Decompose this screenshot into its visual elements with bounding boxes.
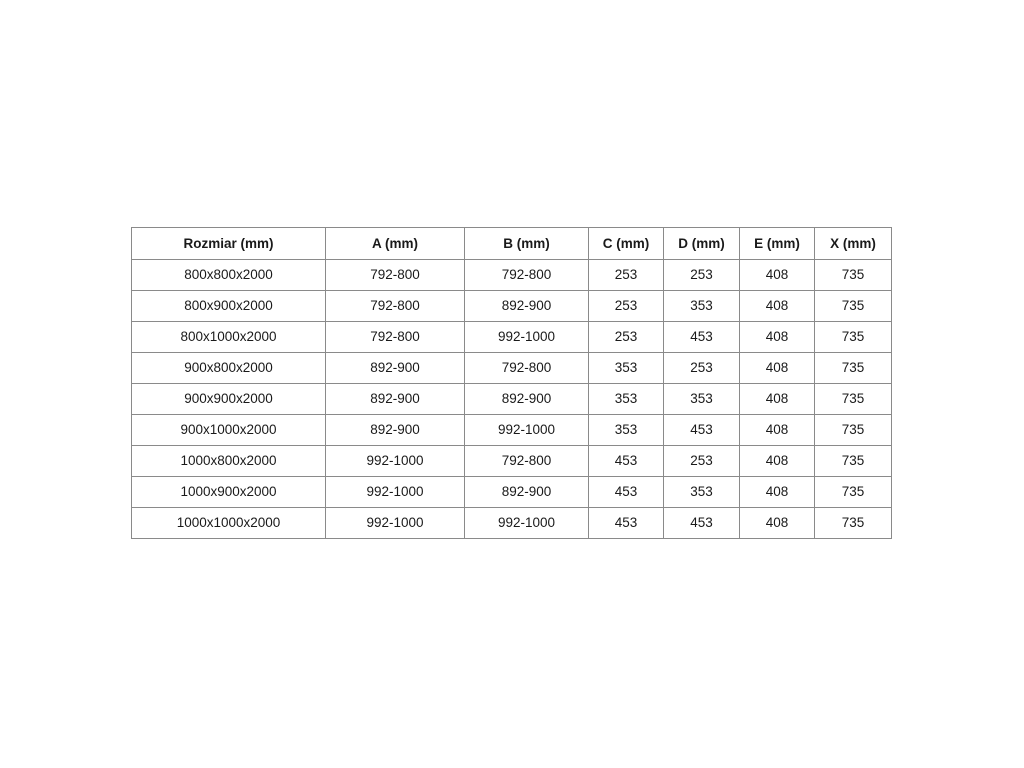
header-cell-c: C (mm): [589, 228, 664, 260]
table-cell: 792-800: [326, 291, 465, 322]
table-cell: 408: [740, 415, 815, 446]
table-row: [132, 353, 892, 384]
table-cell: 892-900: [326, 353, 465, 384]
table-cell: 735: [815, 508, 892, 539]
table-cell: 408: [740, 322, 815, 353]
table-cell: 735: [815, 415, 892, 446]
table-row: [132, 384, 892, 415]
table-cell: 253: [664, 260, 740, 291]
table-cell: 800x900x2000: [132, 291, 326, 322]
table-cell: 453: [589, 446, 664, 477]
table-cell: 800x1000x2000: [132, 322, 326, 353]
table-cell: 900x1000x2000: [132, 415, 326, 446]
table-cell: 1000x1000x2000: [132, 508, 326, 539]
table-cell: 792-800: [465, 446, 589, 477]
table-cell: 1000x800x2000: [132, 446, 326, 477]
table-cell: 900x900x2000: [132, 384, 326, 415]
table-row: [132, 477, 892, 508]
table-cell: 353: [664, 384, 740, 415]
table-cell: 453: [664, 322, 740, 353]
table-cell: 453: [664, 415, 740, 446]
table-cell: 408: [740, 446, 815, 477]
table-cell: 408: [740, 477, 815, 508]
header-cell-a: A (mm): [326, 228, 465, 260]
table-cell: 992-1000: [465, 415, 589, 446]
table-body: [132, 260, 892, 539]
table-cell: 353: [589, 353, 664, 384]
table-cell: 353: [589, 415, 664, 446]
table-cell: 735: [815, 322, 892, 353]
table-cell: 735: [815, 260, 892, 291]
table-cell: 992-1000: [465, 508, 589, 539]
table-cell: 453: [664, 508, 740, 539]
header-cell-d: D (mm): [664, 228, 740, 260]
table-cell: 735: [815, 477, 892, 508]
table-cell: 892-900: [465, 291, 589, 322]
table-cell: 253: [589, 322, 664, 353]
table-cell: 735: [815, 353, 892, 384]
header-cell-size: Rozmiar (mm): [132, 228, 326, 260]
header-cell-e: E (mm): [740, 228, 815, 260]
table-cell: 453: [589, 508, 664, 539]
table-row: [132, 260, 892, 291]
table-cell: 892-900: [465, 477, 589, 508]
table-row: [132, 415, 892, 446]
table-cell: 253: [664, 353, 740, 384]
table-cell: 353: [589, 384, 664, 415]
table-header: [132, 228, 892, 260]
table-cell: 408: [740, 260, 815, 291]
table-cell: 892-900: [326, 415, 465, 446]
table-row: [132, 322, 892, 353]
table-cell: 892-900: [465, 384, 589, 415]
header-cell-b: B (mm): [465, 228, 589, 260]
table-cell: 453: [589, 477, 664, 508]
table-cell: 792-800: [465, 353, 589, 384]
table-cell: 253: [664, 446, 740, 477]
table-cell: 353: [664, 477, 740, 508]
table-cell: 800x800x2000: [132, 260, 326, 291]
header-cell-x: X (mm): [815, 228, 892, 260]
table-row: [132, 446, 892, 477]
table-cell: 1000x900x2000: [132, 477, 326, 508]
table-cell: 900x800x2000: [132, 353, 326, 384]
table-row: [132, 291, 892, 322]
table-cell: 992-1000: [326, 508, 465, 539]
table-cell: 992-1000: [326, 446, 465, 477]
table-cell: 892-900: [326, 384, 465, 415]
table-cell: 408: [740, 384, 815, 415]
dimensions-table: [131, 227, 892, 539]
table-cell: 735: [815, 384, 892, 415]
table-cell: 735: [815, 446, 892, 477]
table-cell: 408: [740, 291, 815, 322]
table-cell: 992-1000: [326, 477, 465, 508]
table-cell: 353: [664, 291, 740, 322]
table-cell: 992-1000: [465, 322, 589, 353]
table-cell: 408: [740, 508, 815, 539]
table-cell: 792-800: [326, 260, 465, 291]
table-cell: 792-800: [465, 260, 589, 291]
table-row: [132, 508, 892, 539]
table-cell: 253: [589, 291, 664, 322]
table-cell: 735: [815, 291, 892, 322]
table-cell: 408: [740, 353, 815, 384]
table-cell: 253: [589, 260, 664, 291]
header-row: [132, 228, 892, 260]
table-cell: 792-800: [326, 322, 465, 353]
